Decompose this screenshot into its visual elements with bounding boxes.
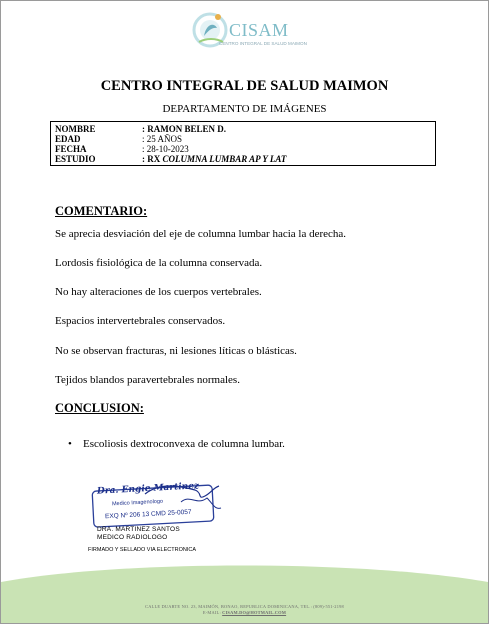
footer-email-label: E-MAIL: (202, 610, 223, 615)
comment-paragraph: Tejidos blandos paravertebrales normales. (55, 374, 240, 386)
conclusion-heading: CONCLUSION: (55, 401, 144, 415)
stamp-specialty: Medico Imagenologo (111, 498, 164, 508)
doctor-title: MEDICO RADIOLOGO (97, 534, 168, 541)
study-prefix: : RX (142, 154, 163, 164)
bullet-icon: • (68, 438, 72, 450)
info-label: NOMBRE (55, 124, 96, 134)
info-value: : 28-10-2023 (142, 144, 189, 154)
conclusion-text: Escoliosis dextroconvexa de columna lumbar. (83, 438, 285, 450)
conclusion-item (68, 438, 285, 450)
study-name: COLUMNA LUMBAR AP Y LAT (162, 154, 287, 164)
info-label: EDAD (55, 134, 81, 144)
footer (0, 604, 489, 616)
footer-email[interactable]: CISAM.DO@HOTMAIL.COM (222, 610, 287, 615)
electronic-signature-note: FIRMADO Y SELLADO VIA ELECTRONICA (88, 547, 196, 553)
info-value: : RAMON BELEN D. (142, 124, 227, 134)
stamp-name: Dra. Engie Martinez (96, 481, 200, 497)
info-label: FECHA (55, 144, 87, 154)
logo-subtitle: CENTRO INTEGRAL DE SALUD MAIMON (219, 41, 307, 46)
comment-paragraph: Se aprecia desviación del eje de columna lumbar hacia la derecha. (55, 228, 347, 240)
doctor-name: DRA. MARTINEZ SANTOS (97, 526, 180, 533)
comment-paragraph: No hay alteraciones de los cuerpos vertebrales. (55, 286, 262, 298)
doctor-block (97, 526, 180, 542)
comment-heading: COMENTARIO: (55, 204, 148, 218)
comment-paragraph: No se observan fracturas, ni lesiones líticas o blásticas. (55, 345, 297, 357)
department-title: DEPARTAMENTO DE IMÁGENES (162, 103, 327, 115)
footer-email-line (0, 610, 489, 616)
stamp-license: EXQ Nº 206 13 CMD 25-0057 (104, 508, 192, 521)
info-value (142, 154, 286, 164)
comment-paragraph: Espacios intervertebrales conservados. (55, 315, 226, 327)
comment-paragraph: Lordosis fisiológica de la columna conservada. (55, 257, 263, 269)
patient-info-box (50, 121, 436, 166)
info-value: : 25 AÑOS (142, 134, 183, 144)
footer-address: CALLE DUARTE NO. 23, MAIMÓN, BONAO, REPUBLICA DOMINICANA, TEL.: (809)-551-2198 (145, 604, 344, 609)
info-label: ESTUDIO (55, 154, 96, 164)
logo-text: CISAM (229, 20, 289, 40)
cisam-logo (190, 8, 307, 54)
page-title: CENTRO INTEGRAL DE SALUD MAIMON (100, 78, 389, 94)
